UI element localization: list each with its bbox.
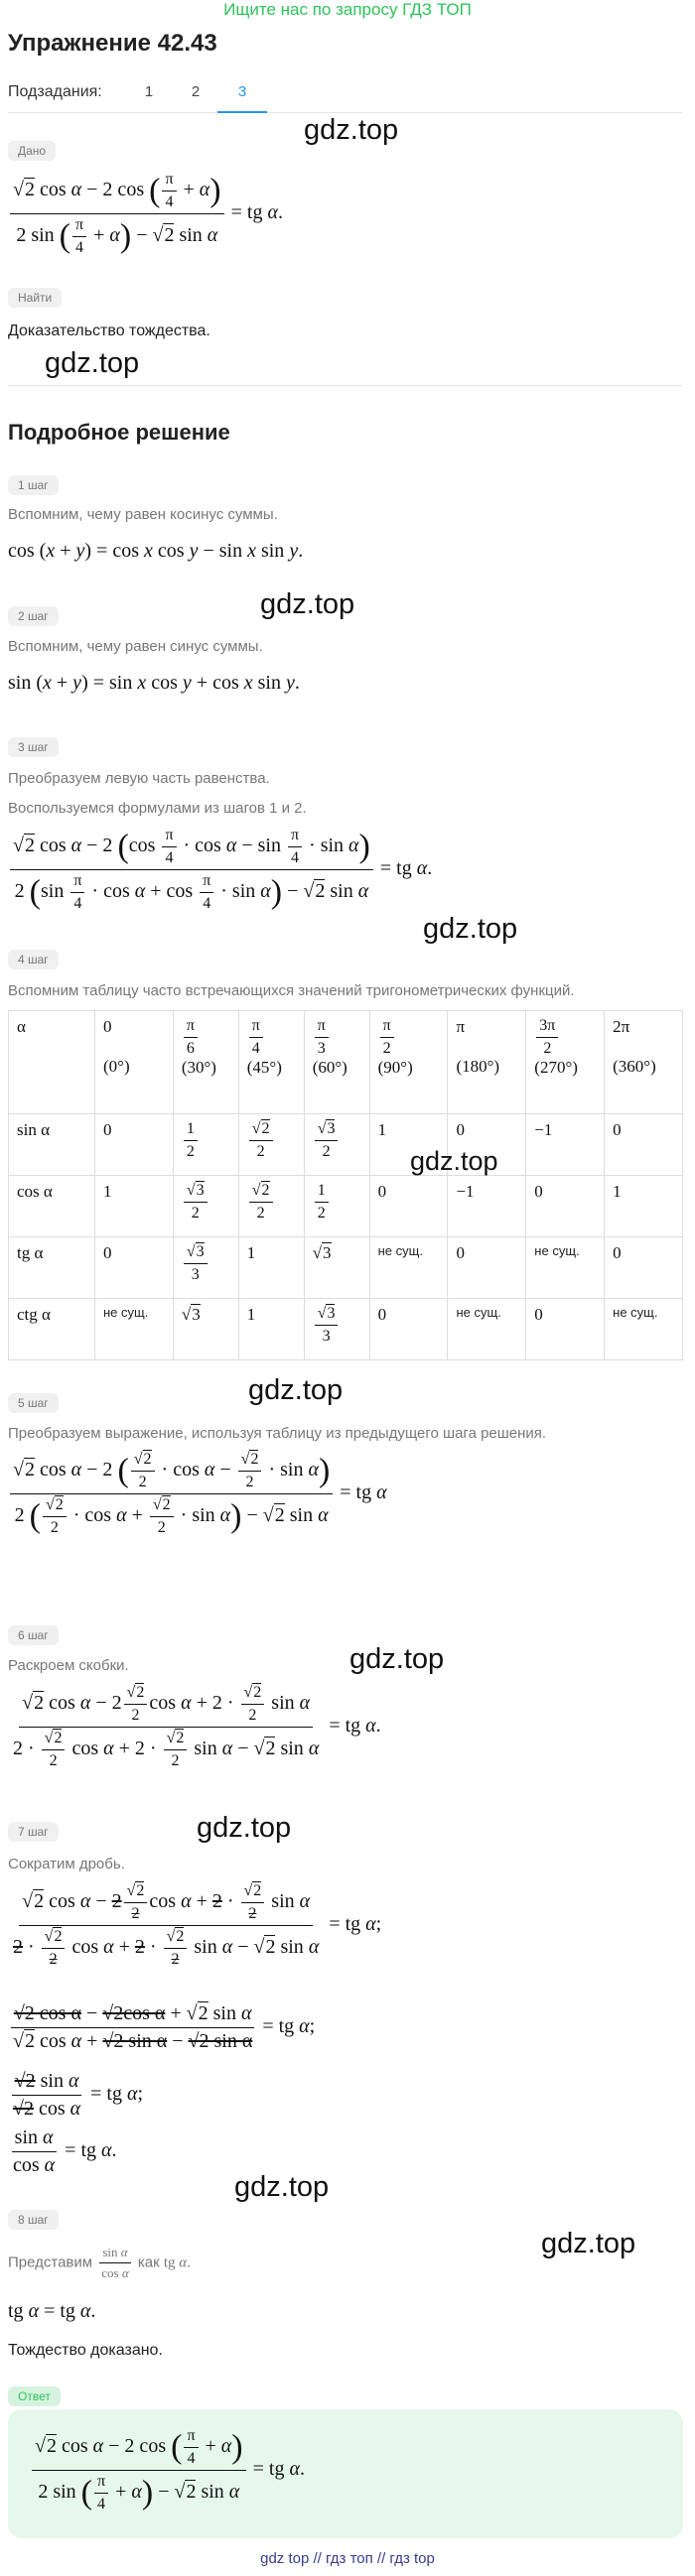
- step-3-text: Преобразуем левую часть равенства.: [8, 770, 270, 787]
- step-7-label: 7 шаг: [8, 1822, 59, 1842]
- table-cell: 1: [238, 1237, 304, 1299]
- table-cell: 1: [238, 1299, 304, 1360]
- table-cell: 1: [95, 1176, 174, 1237]
- subtasks-divider: [8, 112, 683, 113]
- table-row-name: sin α: [9, 1114, 95, 1176]
- step-1-label: 1 шаг: [8, 475, 59, 495]
- watermark: gdz.top: [541, 2228, 636, 2259]
- find-text: Доказательство тождества.: [8, 322, 210, 339]
- step-2-text: Вспомним, чему равен синус суммы.: [8, 638, 263, 655]
- table-cell: не сущ.: [605, 1299, 683, 1360]
- table-row-name: ctg α: [9, 1299, 95, 1360]
- step-6-label: 6 шаг: [8, 1625, 59, 1645]
- table-row: α 0 (0°) $\frac{\pi}{6}$ (30°) $\frac{\pi}{4}$ (45°) $\frac{\pi}{3}$ (60°) $\frac{\pi}{2}$ (90°) π (180°) $\frac{3\pi}{2}$ (270°) 2π (360°): [9, 1011, 683, 1114]
- step-6-formula: √2 cos α − 2 $\frac{√2}{2}$ cos α + 2 · $\frac{√2}{2}$ sin α 2 · $\frac{√2}{2}$ cos α + 2 · $\frac{√2}{2}$ sin α − √2 sin α = tg α.: [13, 1684, 381, 1769]
- subtask-active-indicator: [217, 111, 267, 113]
- table-cell: $\frac{√3}{3}$: [184, 1243, 208, 1284]
- step-8-text: Представим $\frac{\text{sin α}}{\text{cos α}}$ как tg α.: [8, 2245, 191, 2280]
- watermark: gdz.top: [260, 588, 355, 620]
- table-row-name: cos α: [9, 1176, 95, 1237]
- table-degree-cell: (180°): [456, 1057, 500, 1076]
- step-5-text: Преобразуем выражение, используя таблицу из предыдущего шага решения.: [8, 1425, 547, 1442]
- divider: [8, 385, 683, 386]
- subtask-tab-1[interactable]: 1: [144, 83, 154, 100]
- table-row: [9, 1237, 683, 1299]
- given-label: Дано: [8, 141, 56, 161]
- table-cell: 0: [526, 1299, 605, 1360]
- step-7-formula-1: √2 cos α − 2 $\frac{√2}{2}$ cos α + 2 · $\frac{√2}{2}$ sin α 2 · $\frac{√2}{2}$ cos α + 2 · $\frac{√2}{2}$ sin α − √2 sin α = tg α;: [13, 1882, 382, 1968]
- table-cell: 0: [605, 1237, 683, 1299]
- step-3-text-2: Воспользуемся формулами из шагов 1 и 2.: [8, 800, 307, 817]
- step-4-label: 4 шаг: [8, 950, 59, 969]
- table-degree-cell: (45°): [246, 1058, 282, 1077]
- answer-formula: √2 cos α − 2 cos ( $\frac{\pi}{4}$ + α) 2 sin ( $\frac{\pi}{4}$ + α) − √2 sin α = tg α.: [30, 2427, 305, 2513]
- table-row-name: tg α: [9, 1237, 95, 1299]
- proved-text: Тождество доказано.: [8, 2342, 163, 2359]
- given-formula: √2 cos α − 2 cos ( $\frac{\pi}{4}$ + α) 2 sin ( $\frac{\pi}{4}$ + α) − √2 sin α = tg α.: [8, 171, 283, 257]
- table-cell: $\frac{√3}{2}$: [184, 1182, 208, 1223]
- table-header-cell: 2π: [613, 1017, 630, 1036]
- table-cell: −1: [526, 1114, 605, 1176]
- table-header-alpha: α: [17, 1017, 26, 1036]
- step-2-label: 2 шаг: [8, 606, 59, 626]
- table-cell: не сущ.: [526, 1237, 605, 1299]
- table-cell: $\frac{1}{2}$: [315, 1182, 329, 1223]
- table-cell: не сущ.: [448, 1299, 526, 1360]
- step-1-text: Вспомним, чему равен косинус суммы.: [8, 506, 278, 523]
- table-cell: √3: [304, 1237, 369, 1299]
- table-cell: 1: [605, 1176, 683, 1237]
- find-label: Найти: [8, 288, 62, 308]
- table-cell: не сущ.: [95, 1299, 174, 1360]
- watermark: gdz.top: [234, 2171, 330, 2203]
- table-cell: 1: [369, 1114, 448, 1176]
- table-degree-cell: (30°): [181, 1058, 216, 1077]
- watermark: gdz.top: [410, 1146, 498, 1176]
- watermark: gdz.top: [197, 1812, 292, 1844]
- subtask-tab-3[interactable]: 3: [237, 83, 247, 100]
- table-cell: $\frac{√2}{2}$: [249, 1182, 273, 1223]
- table-cell: 0: [526, 1176, 605, 1237]
- table-cell: √3: [173, 1299, 238, 1360]
- step-7-text: Сократим дробь.: [8, 1856, 125, 1872]
- table-cell: не сущ.: [369, 1237, 448, 1299]
- search-banner[interactable]: Ищите нас по запросу ГДЗ ТОП: [223, 0, 472, 19]
- table-cell: 0: [95, 1114, 174, 1176]
- table-row: [9, 1299, 683, 1360]
- table-row: [9, 1176, 683, 1237]
- table-degree-cell: (90°): [377, 1058, 413, 1077]
- footer-links[interactable]: gdz top // гдз топ // гдз top: [260, 2550, 435, 2567]
- table-degree-cell: (60°): [312, 1058, 348, 1077]
- step-8-label: 8 шаг: [8, 2210, 59, 2230]
- step-3-formula: √2 cos α − 2 (cos $\frac{\pi}{4}$ · cos α − sin $\frac{\pi}{4}$ · sin α) 2 (sin $\frac{\pi}{4}$ · cos α + cos $\frac{\pi}{4}$ · sin α) − √2 sin α = tg α.: [8, 827, 432, 913]
- table-row: [9, 1114, 683, 1176]
- step-7-formula-2: $\frac{\text{√2 cos α − √2cos α + √2 sin α}}{\text{√2 cos α + √2 sin α − √2 sin α}}$ = tg α;: [8, 2002, 315, 2053]
- step-1-formula: cos (x + y) = cos x cos y − sin x sin y.: [8, 540, 304, 562]
- subtasks-label: Подзадания:: [8, 83, 102, 100]
- step-2-formula: sin (x + y) = sin x cos y + cos x sin y.: [8, 672, 300, 694]
- table-degree-cell: (0°): [103, 1057, 130, 1076]
- page-title: Упражнение 42.43: [8, 30, 217, 57]
- step-7-formula-4: $\frac{\text{sin α}}{\text{cos α}}$ = tg α.: [13, 2126, 117, 2176]
- watermark: gdz.top: [423, 913, 518, 945]
- watermark: gdz.top: [349, 1643, 445, 1675]
- subtask-tab-2[interactable]: 2: [191, 83, 201, 100]
- step-7-formula-3: $\frac{\text{√2 sin α}}{\text{√2 cos α}}$ = tg α;: [13, 2070, 144, 2120]
- table-cell: $\frac{√3}{2}$: [315, 1120, 339, 1161]
- step-8-text-before: Представим: [8, 2254, 93, 2271]
- table-cell: $\frac{√2}{2}$: [249, 1120, 273, 1161]
- table-cell: $\frac{1}{2}$: [184, 1120, 198, 1161]
- table-cell: 0: [448, 1114, 526, 1176]
- table-cell: −1: [448, 1176, 526, 1237]
- watermark: gdz.top: [45, 347, 140, 379]
- table-header-cell: π: [456, 1017, 466, 1036]
- table-degree-cell: (360°): [613, 1057, 656, 1076]
- table-cell: 0: [369, 1299, 448, 1360]
- table-cell: 0: [95, 1237, 174, 1299]
- step-6-text: Раскроем скобки.: [8, 1657, 129, 1674]
- trig-table: [8, 1010, 683, 1360]
- step-8-text-after: как: [137, 2254, 160, 2271]
- step-3-label: 3 шаг: [8, 737, 59, 757]
- step-5-label: 5 шаг: [8, 1393, 59, 1413]
- table-cell: 0: [448, 1237, 526, 1299]
- table-cell: 0: [605, 1114, 683, 1176]
- answer-label: Ответ: [8, 2386, 61, 2406]
- watermark: gdz.top: [304, 114, 399, 146]
- table-degree-cell: (270°): [534, 1058, 578, 1077]
- watermark: gdz.top: [248, 1374, 344, 1406]
- step-8-formula: tg α = tg α.: [8, 2300, 96, 2322]
- step-4-text: Вспомним таблицу часто встречающихся значений тригонометрических функций.: [8, 982, 575, 999]
- table-cell: $\frac{√3}{3}$: [315, 1305, 339, 1346]
- step-5-formula: √2 cos α − 2 ( $\frac{√2}{2}$ · cos α − $\frac{√2}{2}$ · sin α) 2 ( $\frac{√2}{2}$ · cos α + $\frac{√2}{2}$ · sin α) − √2 sin α = tg α: [8, 1451, 387, 1537]
- table-header-cell: 0: [103, 1017, 112, 1036]
- table-cell: 0: [369, 1176, 448, 1237]
- solution-title: Подробное решение: [8, 420, 230, 445]
